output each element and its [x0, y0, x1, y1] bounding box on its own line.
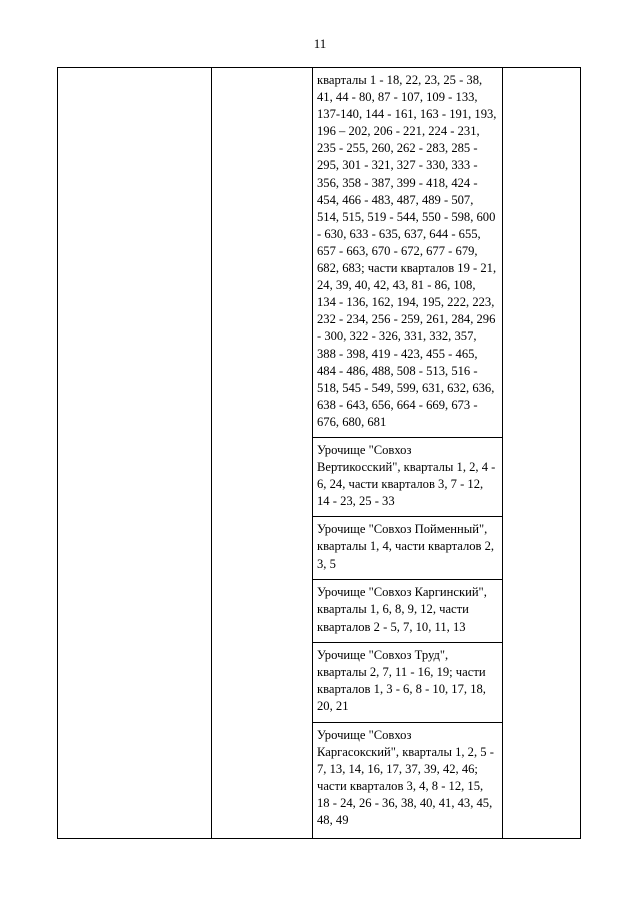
- quarters-text: Урочище "Совхоз Каргинский", кварталы 1, 6, 8, 9, 12, части кварталов 2 - 5, 7, 10, 11, 13: [317, 585, 487, 634]
- quarters-text: Урочище "Совхоз Вертикосский", кварталы 1, 2, 4 - 6, 24, части кварталов 3, 7 - 12, 14 - 23, 25 - 33: [317, 443, 496, 509]
- quarters-text: Урочище "Совхоз Труд", кварталы 2, 7, 11 - 16, 19; части кварталов 1, 3 - 6, 8 - 10, 17, 18, 20, 21: [317, 647, 486, 713]
- quarters-cell: [313, 580, 503, 642]
- empty-cell-col2: [212, 68, 313, 839]
- quarters-text: Урочище "Совхоз Пойменный", кварталы 1, 4, части кварталов 2, 3, 5: [317, 522, 495, 571]
- quarters-cell: [313, 438, 503, 517]
- quarters-cell: [313, 722, 503, 838]
- empty-cell-col4: [503, 68, 581, 839]
- empty-cell-col1: [58, 68, 212, 839]
- page-number: 11: [313, 36, 327, 51]
- quarters-text: кварталы 1 - 18, 22, 23, 25 - 38, 41, 44 - 80, 87 - 107, 109 - 133, 137-140, 144 - 161, 163 - 191, 193, 196 – 202, 206 - 221, 224 - 231, 235 - 255, 260, 262 - 283, 285 - 295, 301 - 321, 327 - 330, 333 - 356, 358 - 387, 399 - 418, 424 - 454, 466 - 483, 487, 489 - 507, 514, 515, 519 - 544, 550 - 598, 600 - 630, 633 - 635, 637, 644 - 655, 657 - 663, 670 - 672, 677 - 679, 682, 683; части кварталов 19 - 21, 24, 39, 40, 42, 43, 81 - 86, 108, 134 - 136, 162, 194, 195, 222, 223, 232 - 234, 256 - 259, 261, 284, 296 - 300, 322 - 326, 331, 332, 357, 388 - 398, 419 - 423, 455 - 465, 484 - 486, 488, 508 - 513, 516 - 518, 545 - 549, 599, 631, 632, 636, 638 - 643, 656, 664 - 669, 673 - 676, 680, 681: [317, 73, 497, 429]
- table-row: [58, 68, 581, 438]
- quarters-cell: [313, 517, 503, 580]
- quarters-text: Урочище "Совхоз Каргасокский", кварталы 1, 2, 5 - 7, 13, 14, 16, 17, 37, 39, 42, 46; части кварталов 3, 4, 8 - 12, 15, 18 - 24, 26 - 36, 38, 40, 41, 43, 45, 48, 49: [317, 727, 494, 828]
- quarters-cell: [313, 642, 503, 722]
- forest-quarters-table: [57, 67, 581, 839]
- quarters-cell: [313, 68, 503, 438]
